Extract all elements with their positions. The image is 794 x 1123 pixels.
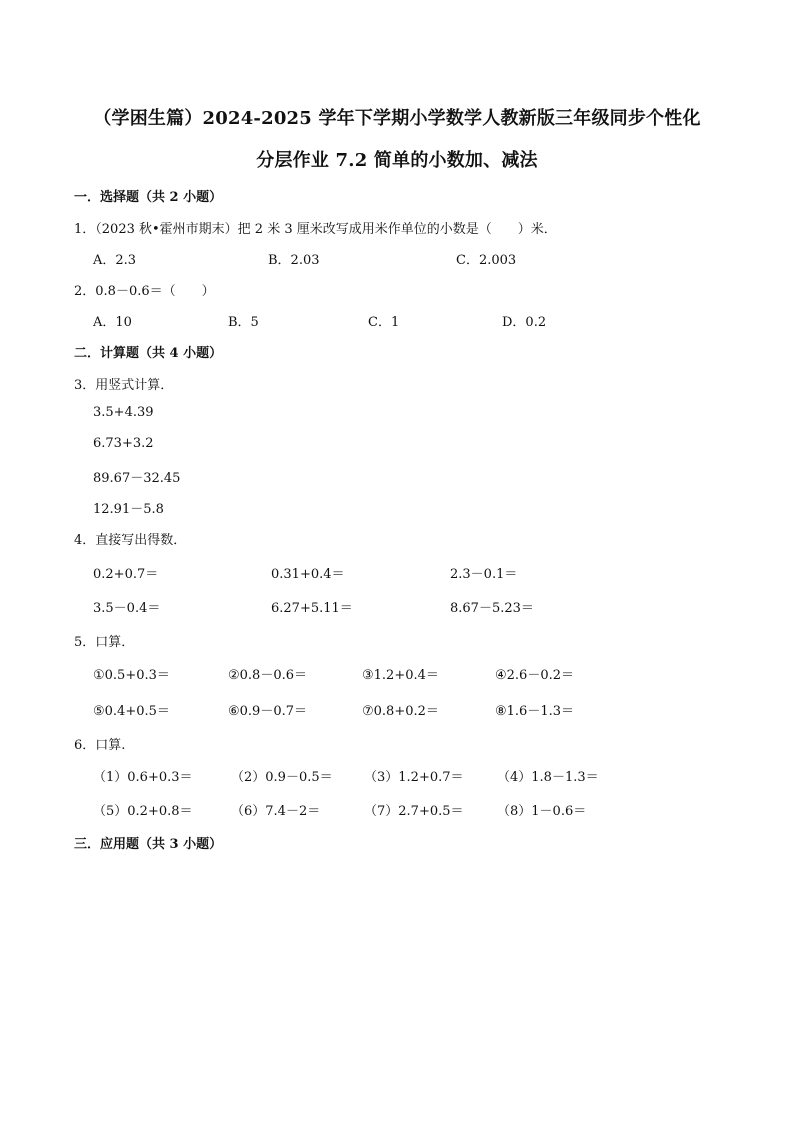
question-2-option-a: A．10 [93, 315, 132, 330]
question-3-text: 3．用竖式计算． [74, 378, 174, 393]
question-1-option-b: B．2.03 [268, 253, 320, 268]
question-6-item-6: （6）7.4－2＝ [231, 804, 321, 819]
section-heading-application: 三．应用题（共 3 小题） [74, 837, 223, 852]
question-3-item-1: 3.5+4.39 [93, 405, 154, 420]
question-6-item-7: （7）2.7+0.5＝ [364, 804, 464, 819]
question-3-item-2: 6.73+3.2 [93, 436, 154, 451]
question-2-option-c: C．1 [368, 315, 400, 330]
question-4-item-6: 8.67－5.23＝ [450, 601, 534, 616]
question-2-option-b: B．5 [228, 315, 259, 330]
question-5-item-4: ④2.6－0.2＝ [495, 668, 575, 683]
question-5-item-5: ⑤0.4+0.5＝ [93, 704, 170, 719]
question-4-item-2: 0.31+0.4＝ [271, 567, 345, 582]
question-6-item-5: （5）0.2+0.8＝ [93, 804, 193, 819]
question-1-option-a: A．2.3 [93, 253, 137, 268]
question-5-item-1: ①0.5+0.3＝ [93, 668, 170, 683]
question-5-item-6: ⑥0.9－0.7＝ [228, 704, 308, 719]
question-4-item-4: 3.5－0.4＝ [93, 601, 161, 616]
question-5-item-2: ②0.8－0.6＝ [228, 668, 308, 683]
question-2-text: 2．0.8－0.6＝（ ） [74, 284, 215, 299]
question-5-text: 5．口算． [74, 635, 135, 650]
question-5-item-7: ⑦0.8+0.2＝ [362, 704, 439, 719]
question-5-item-3: ③1.2+0.4＝ [362, 668, 439, 683]
question-4-text: 4．直接写出得数． [74, 533, 187, 548]
question-4-item-5: 6.27+5.11＝ [271, 601, 353, 616]
question-5-item-8: ⑧1.6－1.3＝ [495, 704, 575, 719]
question-4-item-3: 2.3－0.1＝ [450, 567, 518, 582]
question-3-item-3: 89.67－32.45 [93, 471, 181, 486]
question-3-item-4: 12.91－5.8 [93, 502, 164, 517]
section-heading-calculation: 二．计算题（共 4 小题） [74, 346, 223, 361]
question-1-text: 1．（2023 秋•霍州市期末）把 2 米 3 厘米改写成用米作单位的小数是（ ）米． [74, 222, 557, 237]
question-6-item-1: （1）0.6+0.3＝ [93, 770, 193, 785]
section-heading-choice: 一．选择题（共 2 小题） [74, 190, 223, 205]
question-6-item-8: （8）1－0.6＝ [497, 804, 587, 819]
question-6-item-3: （3）1.2+0.7＝ [364, 770, 464, 785]
question-1-option-c: C．2.003 [456, 253, 517, 268]
question-6-text: 6．口算. [74, 738, 126, 753]
document-title-line-2: 分层作业 7.2 简单的小数加、减法 [256, 150, 538, 171]
question-2-option-d: D．0.2 [502, 315, 547, 330]
document-title-line-1: （学困生篇）2024-2025 学年下学期小学数学人教新版三年级同步个性化 [93, 108, 701, 129]
question-4-item-1: 0.2+0.7＝ [93, 567, 159, 582]
question-6-item-4: （4）1.8－1.3＝ [497, 770, 599, 785]
question-6-item-2: （2）0.9－0.5＝ [231, 770, 333, 785]
